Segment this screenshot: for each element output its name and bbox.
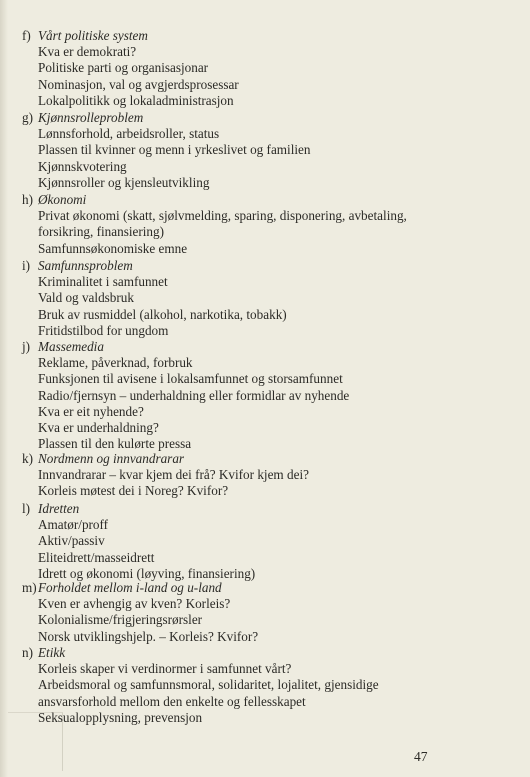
list-item: Aktiv/passiv [38,533,105,549]
list-item: Plassen til den kulørte pressa [38,436,192,452]
list-item: Vald og valdsbruk [38,290,134,306]
section-letter: m) [22,580,37,595]
list-item: Kva er underhaldning? [38,420,159,436]
section-n [22,645,492,726]
list-item: Eliteidrett/masseidrett [38,549,155,565]
list-item: Funksjonen til avisene i lokalsamfunnet og storsamfunnet [38,371,343,387]
list-item: Kjønnsroller og kjensleutvikling [38,174,210,190]
section-title: Kjønnsrolleproblem [38,110,144,125]
section-heading [22,580,492,596]
list-item: Politiske parti og organisasjonar [38,60,209,76]
section-heading [22,192,492,208]
list-item: Innvandrarar – kvar kjem dei frå? Kvifor kjem dei? [38,467,309,482]
section-title: Massemedia [38,339,104,354]
section-letter: k) [22,451,33,466]
list-item: Amatør/proff [38,517,109,532]
section-letter: g) [22,110,33,125]
section-heading [22,451,492,467]
list-item: Kolonialisme/frigjeringsrørsler [38,612,203,628]
section-title: Vårt politiske system [38,28,148,43]
list-item: Reklame, påverknad, forbruk [38,355,193,370]
list-item: Fritidstilbod for ungdom [38,322,169,338]
section-g [22,110,492,191]
section-letter: j) [22,339,31,354]
list-item: Kven er avhengig av kven? Korleis? [38,596,231,611]
section-heading [22,110,492,126]
section-m [22,580,492,645]
section-letter: h) [22,192,33,207]
list-item: Norsk utviklingshjelp. – Korleis? Kvifor? [38,628,259,644]
list-item: Nominasjon, val og avgjerdsprosessar [38,76,239,92]
list-item: Arbeidsmoral og samfunnsmoral, solidaritet, lojalitet, gjensidige [38,677,379,693]
section-title: Idretten [38,501,80,516]
list-item: forsikring, finansiering) [38,224,164,240]
section-letter: n) [22,645,33,660]
list-item: Radio/fjernsyn – underhaldning eller formidlar av nyhende [38,387,350,403]
section-f [22,28,492,109]
section-title: Etikk [38,645,66,660]
list-item: Kva er eit nyhende? [38,403,144,419]
section-heading [22,645,492,661]
section-title: Økonomi [38,192,87,207]
list-item: ansvarsforhold mellom den enkelte og fellesskapet [38,693,306,709]
section-letter: l) [22,501,31,516]
list-item: Lokalpolitikk og lokaladministrasjon [38,92,234,108]
page-number: 47 [414,749,428,764]
list-item: Kjønnskvotering [38,158,127,174]
list-item: Seksualopplysning, prevensjon [38,709,203,725]
section-title: Samfunnsproblem [38,258,133,273]
list-item: Korleis skaper vi verdinormer i samfunnet vårt? [38,661,292,676]
section-title: Nordmenn og innvandrarar [38,451,185,466]
list-item: Samfunnsøkonomiske emne [38,240,188,256]
section-letter: i) [22,258,31,273]
section-heading [22,28,492,44]
list-item: Privat økonomi (skatt, sjølvmelding, sparing, disponering, avbetaling, [38,208,407,223]
section-title: Forholdet mellom i-land og u-land [38,580,222,595]
section-heading [22,339,492,355]
list-item: Bruk av rusmiddel (alkohol, narkotika, tobakk) [38,306,287,322]
list-item: Korleis møtest dei i Noreg? Kvifor? [38,483,229,499]
section-i [22,258,492,339]
section-heading [22,501,492,517]
section-heading [22,258,492,274]
list-item: Idrett og økonomi (løyving, finansiering) [38,565,256,581]
list-item: Plassen til kvinner og menn i yrkeslivet og familien [38,142,311,158]
list-item: Lønnsforhold, arbeidsroller, status [38,126,220,141]
section-l [22,501,492,582]
section-k [22,451,492,500]
section-h [22,192,492,257]
page-spine-shadow [0,0,8,777]
list-item: Kva er demokrati? [38,44,137,59]
list-item: Kriminalitet i samfunnet [38,274,168,289]
section-j [22,339,492,453]
section-letter: f) [22,28,31,43]
